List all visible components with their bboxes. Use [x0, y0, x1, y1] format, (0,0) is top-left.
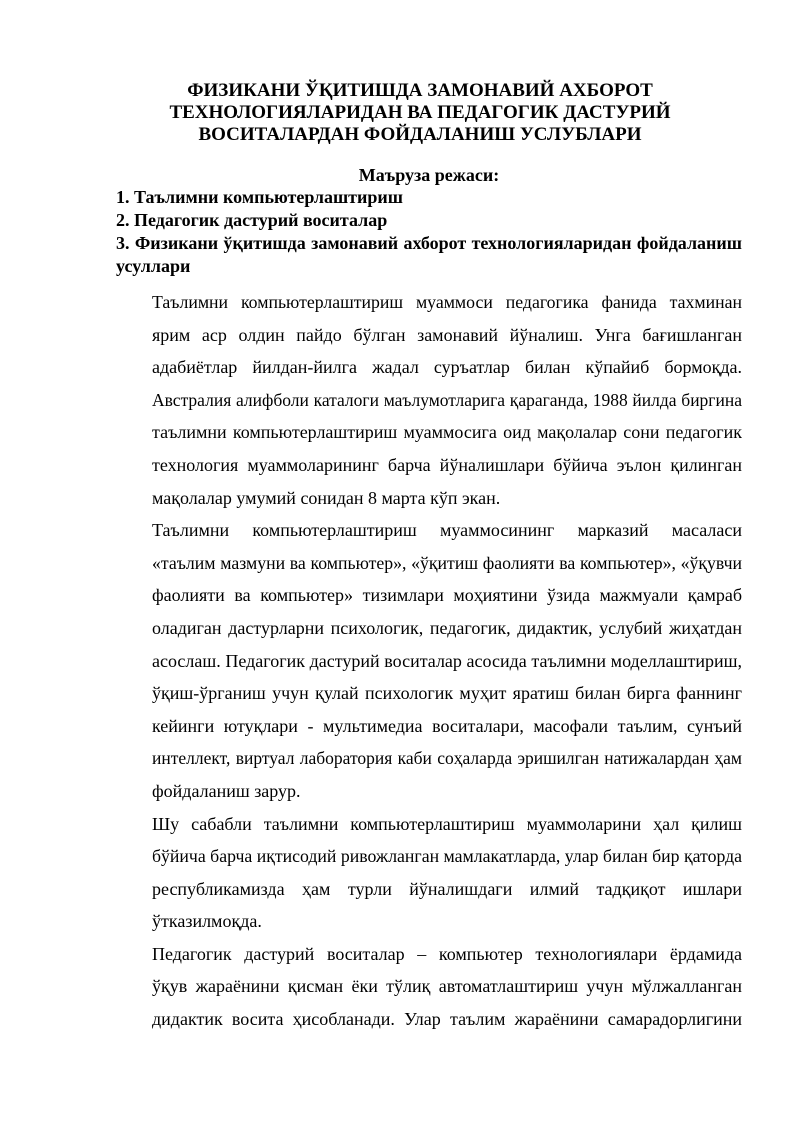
text-line: ўқув жараёнини қисман ёки тўлиқ автоматлаштириш учун мўлжалланган — [152, 976, 742, 997]
text-line: асослаш. Педагогик дастурий воситалар асосида таълимни моделлаштириш, — [152, 650, 742, 671]
paragraph — [116, 286, 742, 514]
text-line: фаолияти ва компьютер» тизимлари моҳиятини ўзида мажмуали қамраб — [152, 585, 742, 606]
document-title — [100, 80, 740, 146]
text-line: Таълимни компьютерлаштириш муаммосининг марказий масаласи — [152, 520, 742, 541]
plan-item: 1. Таълимни компьютерлаштириш — [116, 187, 403, 207]
text-line: ярим аср олдин пайдо бўлган замонавий йўналиш. Унга бағишланган — [152, 324, 742, 345]
text-line: «таълим мазмуни ва компьютер», «ўқитиш фаолияти ва компьютер», «ўқувчи — [152, 552, 742, 573]
text-line: дидактик восита ҳисобланади. Улар таълим жараёнини самарадорлигини — [152, 1009, 742, 1030]
lecture-plan-list — [116, 186, 742, 278]
text-line: ўтказилмоқда. — [152, 911, 262, 932]
text-line: таълимни компьютерлаштириш муаммосига оид мақолалар сони педагогик — [152, 422, 742, 443]
text-line: ўқиш-ўрганиш учун қулай психологик муҳит яратиш билан бирга фаннинг — [152, 683, 742, 704]
text-line: оладиган дастурларни психологик, педагогик, дидактик, услубий жиҳатдан — [152, 617, 742, 638]
title-line: ВОСИТАЛАРДАН ФОЙДАЛАНИШ УСЛУБЛАРИ — [198, 124, 642, 145]
paragraph — [116, 808, 742, 938]
text-line: фойдаланиш зарур. — [152, 780, 301, 801]
text-line: Австралия алифболи каталоги маълумотларига қараганда, 1988 йилда биргина — [152, 389, 742, 410]
text-line: мақолалар умумий сонидан 8 марта кўп экан. — [152, 487, 501, 508]
lecture-plan-heading: Маъруза режаси: — [358, 165, 500, 185]
paragraph — [116, 938, 742, 1036]
text-line: республикамизда ҳам турли йўналишдаги илмий тадқиқот ишлари — [152, 878, 742, 899]
title-line: ФИЗИКАНИ ЎҚИТИШДА ЗАМОНАВИЙ АХБОРОТ — [187, 80, 653, 101]
body-text — [116, 286, 742, 1036]
text-line: бўйича барча иқтисодий ривожланган мамлакатларда, улар билан бир қаторда — [152, 846, 742, 867]
text-line: интеллект, виртуал лаборатория каби соҳаларда эришилган натижалардан ҳам — [152, 748, 742, 769]
paragraph — [116, 514, 742, 807]
text-line: Таълимни компьютерлаштириш муаммоси педагогика фанида тахминан — [152, 292, 742, 312]
title-line: ТЕХНОЛОГИЯЛАРИДАН ВА ПЕДАГОГИК ДАСТУРИЙ — [169, 102, 671, 123]
text-line: Шу сабабли таълимни компьютерлаштириш муаммоларини ҳал қилиш — [152, 813, 742, 834]
plan-item: 3. Физикани ўқитишда замонавий ахборот технологияларидан фойдаланиш усуллари — [116, 233, 742, 276]
plan-item: 2. Педагогик дастурий воситалар — [116, 210, 388, 230]
text-line: адабиётлар йилдан-йилга жадал суръатлар билан кўпайиб бормоқда. — [152, 357, 742, 378]
text-line: кейинги ютуқлари - мультимедиа воситалари, масофали таълим, сунъий — [152, 715, 742, 736]
text-line: технология муаммоларининг барча йўналишлари бўйича эълон қилинган — [152, 454, 742, 475]
text-line: Педагогик дастурий воситалар – компьютер технологиялари ёрдамида — [152, 943, 742, 964]
